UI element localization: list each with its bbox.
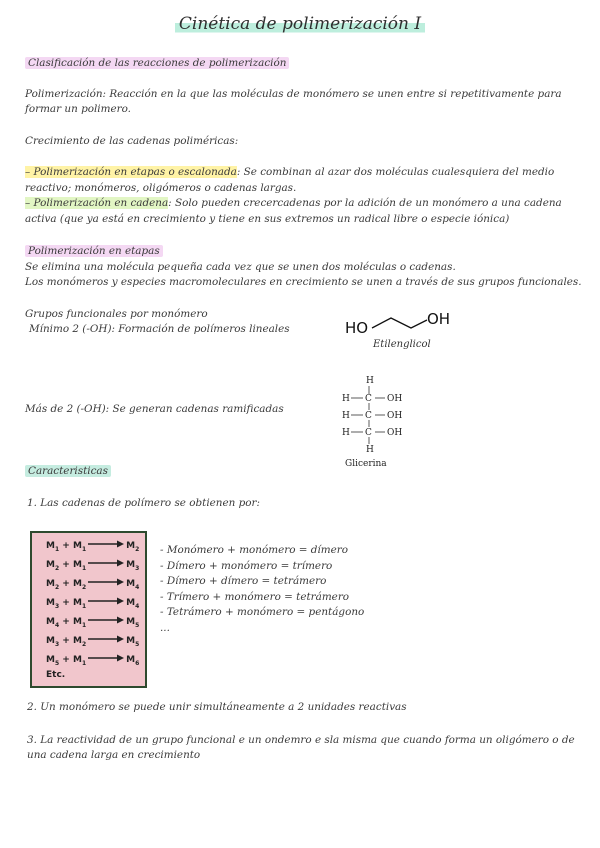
characteristic-2: 2. Un monómero se puede unir simultáneamente a 2 unidades reactivas	[27, 701, 407, 713]
characteristic-3: 3. La reactividad de un grupo funcional e un ondemro e sla misma que cuando forma un oligómero o de	[27, 734, 575, 746]
section-heading-characteristics: Caracteristicas	[25, 464, 111, 480]
atom-c: C	[365, 394, 372, 404]
group-oh: OH	[387, 394, 403, 404]
reaction-row: $M_5 + M_1$ $M_6$	[46, 655, 140, 667]
reaction-row: $M_3 + M_2$ $M_5$	[46, 636, 140, 648]
chain-polymerization-line: activa (que ya está en crecimiento y tiene en sus extremos un radical libre o especie iónica)	[25, 213, 510, 225]
step-polymerization-line: reactivo; monómeros, oligómeros o cadenas largas.	[25, 182, 297, 194]
ho-group: HO	[345, 319, 369, 337]
atom-h: H	[342, 428, 350, 438]
reaction-row: $M_3 + M_1$ $M_4$	[46, 598, 140, 610]
ethylene-glycol-label: Etilenglicol	[373, 339, 431, 350]
steps-line: Se elimina una molécula pequeña cada vez que se unen dos moléculas o cadenas.	[25, 261, 456, 273]
steps-line: Los monómeros y especies macromoleculares en crecimiento se unen a través de sus grupos funcionales.	[25, 276, 582, 288]
more-than-two-oh: Más de 2 (-OH): Se generan cadenas ramificadas	[25, 403, 284, 415]
carbon-chain	[372, 318, 427, 328]
reaction-arrow-icon	[88, 654, 124, 662]
reaction-arrow-icon	[88, 616, 124, 624]
group-oh: OH	[387, 428, 403, 438]
reaction-row: $M_2 + M_2$ $M_4$	[46, 579, 140, 591]
atom-h: H	[342, 394, 350, 404]
section-heading-steps: Polimerización en etapas	[25, 244, 163, 260]
reaction-row: $M_2 + M_1$ $M_3$	[46, 560, 140, 572]
page-title: Cinética de polimerización I	[0, 14, 600, 34]
reaction-row: $M_4 + M_1$ $M_5$	[46, 617, 140, 629]
characteristic-3: una cadena larga en crecimiento	[27, 749, 201, 761]
atom-c: C	[365, 411, 372, 421]
polymer-list	[160, 543, 364, 636]
definition-line: formar un polimero.	[25, 103, 131, 115]
reaction-arrow-icon	[88, 540, 124, 548]
list-item: ...	[160, 621, 170, 634]
list-item: - Monómero + monómero = dímero	[160, 544, 348, 556]
oh-group: OH	[427, 310, 451, 328]
glycerin-structure	[303, 356, 443, 484]
definition-line: Polimerización: Reacción en la que las moléculas de monómero se unen entre si repetitivamente para	[25, 88, 562, 100]
list-item: - Trímero + monómero = tetrámero	[160, 590, 350, 603]
reaction-arrow-icon	[88, 578, 124, 586]
list-item: - Dímero + monómero = trímero	[160, 559, 333, 572]
chain-polymerization-label: – Polimerización en cadena	[25, 197, 169, 209]
group-oh: OH	[387, 411, 403, 421]
minimum-two-oh: Mínimo 2 (-OH): Formación de polímeros lineales	[29, 323, 290, 335]
growth-heading: Crecimiento de las cadenas poliméricas:	[25, 135, 239, 147]
list-item: - Dímero + dímero = tetrámero	[160, 575, 327, 587]
atom-h-top: H	[366, 376, 374, 386]
section-heading-classification: Clasificación de las reacciones de polimerización	[25, 56, 289, 72]
reaction-arrow-icon	[88, 635, 124, 643]
atom-h: H	[342, 411, 350, 421]
glycerin-label: Glicerina	[345, 459, 387, 469]
atom-h-bottom: H	[366, 445, 374, 455]
reaction-table	[30, 531, 147, 688]
reaction-etc: Etc.	[46, 670, 66, 680]
step-polymerization-label: – Polimerización en etapas o escalonada	[25, 166, 237, 178]
functional-groups-title: Grupos funcionales por monómero	[25, 308, 208, 320]
reaction-arrow-icon	[88, 597, 124, 605]
list-item: - Tetrámero + monómero = pentágono	[160, 606, 365, 618]
characteristic-1: 1. Las cadenas de polímero se obtienen por:	[27, 497, 261, 509]
reaction-arrow-icon	[88, 559, 124, 567]
reaction-row: $M_1 + M_1$ $M_2$	[46, 541, 140, 553]
atom-c: C	[365, 428, 372, 438]
chain-polymerization-line: – Polimerización en cadena: Solo pueden crecercadenas por la adición de un monómero a una cadena	[25, 197, 562, 209]
step-polymerization-line: – Polimerización en etapas o escalonada: Se combinan al azar dos moléculas cualesquiera del medio	[25, 166, 555, 178]
